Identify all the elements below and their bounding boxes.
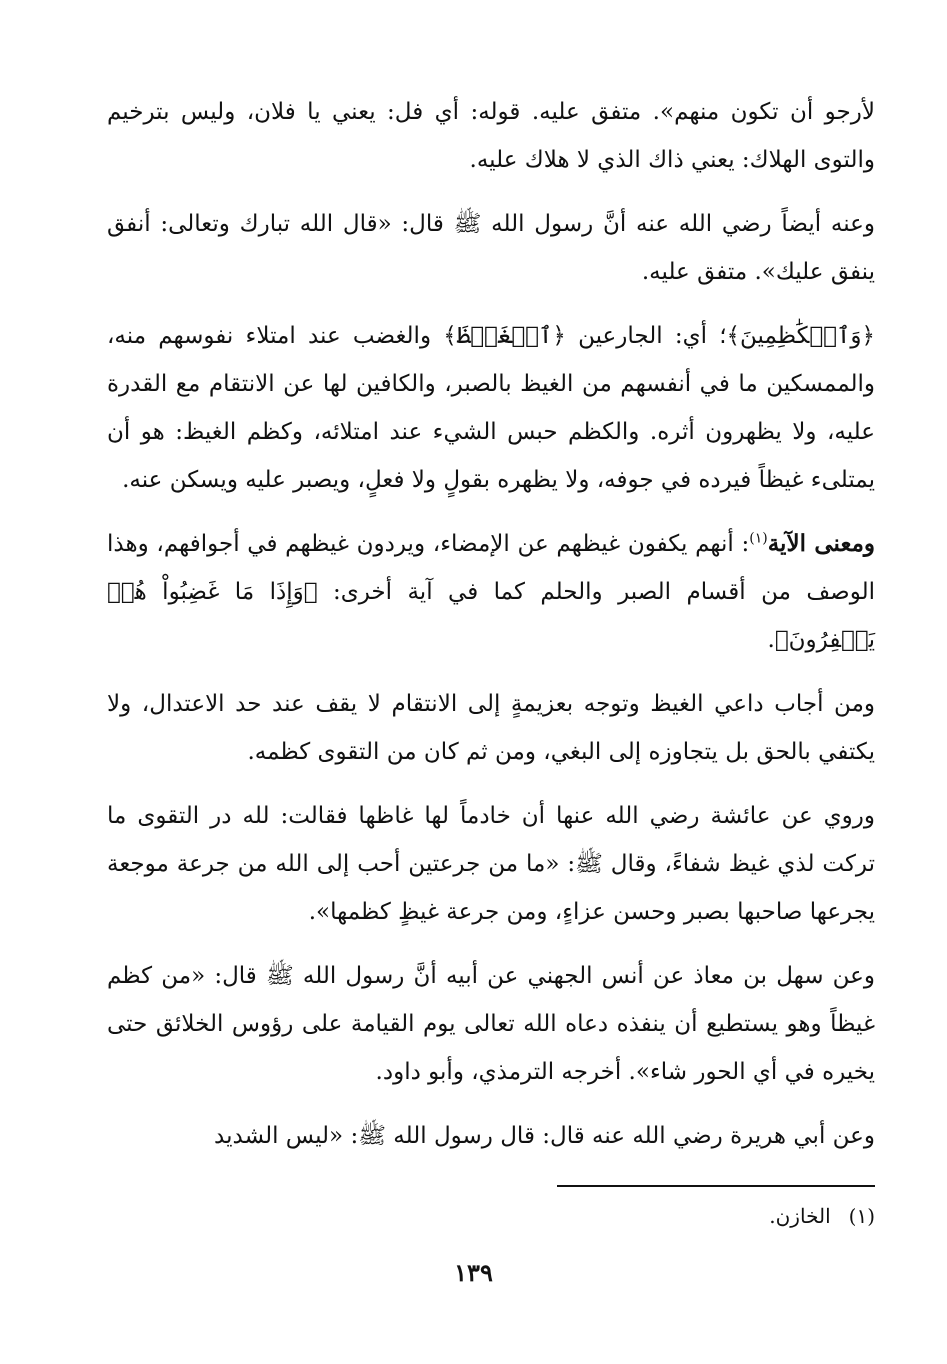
paragraph-2 (107, 200, 875, 296)
paragraph-1-text: لأرجو أن تكون منهم». متفق عليه. قوله: أي فل: يعني يا فلان، وليس بترخيم والتوى الهلاك: يعني ذاك الذي لا هلاك عليه. (107, 99, 875, 173)
paragraph-8-text: وعن أبي هريرة رضي الله عنه قال: قال رسول الله ﷺ: «ليس الشديد (214, 1123, 875, 1149)
paragraph-3-text-b: والغضب عند امتلاء نفوسهم منه، والممسكين ما في أنفسهم من الغيظ بالصبر، والكافين لها عن الانتقام مع القدرة عليه، ولا يظهرون أثره. والكظم حبس الشيء عند امتلائه، وكظم الغيظ: هو أن يمتلىء غيظاً فيرده في جوفه، ولا يظهره بقولٍ ولا فعلٍ، ويصبر عليه ويسكن عنه. (107, 323, 875, 493)
paragraph-4 (107, 520, 875, 664)
footnote (107, 1200, 875, 1232)
paragraph-5-text: ومن أجاب داعي الغيظ وتوجه بعزيمةٍ إلى الانتقام لا يقف عند حد الاعتدال، ولا يكتفي بالحق بل يتجاوزه إلى البغي، ومن ثم كان من التقوى كظمه. (107, 691, 875, 765)
paragraph-7 (107, 952, 875, 1096)
paragraph-2-text: وعنه أيضاً رضي الله عنه أنَّ رسول الله ﷺ قال: «قال الله تبارك وتعالى: أنفق ينفق عليك». متفق عليه. (107, 211, 875, 285)
paragraph-8 (107, 1112, 875, 1160)
quran-quote-ghadibu: ﴿وَإِذَا مَا غَضِبُواْ هُمۡ يَغۡفِرُونَ﴾ (107, 579, 875, 653)
main-text (107, 88, 875, 1176)
footnote-divider (557, 1185, 875, 1187)
paragraph-6 (107, 792, 875, 936)
paragraph-7-text: وعن سهل بن معاذ عن أنس الجهني عن أبيه أنَّ رسول الله ﷺ قال: «من كظم غيظاً وهو يستطيع أن ينفذه دعاه الله تعالى يوم القيامة على رؤوس الخلائق حتى يخيره في أي الحور شاء». أخرجه الترمذي، وأبو داود. (107, 963, 875, 1085)
quran-quote-kazimin: ﴿وَٱلۡكَٰظِمِينَ﴾ (726, 323, 875, 349)
paragraph-1 (107, 88, 875, 184)
page-number: ١٣٩ (454, 1258, 493, 1287)
paragraph-3 (107, 312, 875, 504)
paragraph-5 (107, 680, 875, 776)
paragraph-4-text-b: . (767, 627, 775, 653)
paragraph-3-text-a: ؛ أي: الجارعين (565, 323, 727, 349)
paragraph-4-text-a: : أنهم يكفون غيظهم عن الإمضاء، ويردون غيظهم في أجوافهم، وهذا الوصف من أقسام الصبر والحلم كما في آية أخرى: (107, 531, 875, 605)
footnote-text: الخازن. (769, 1204, 831, 1228)
verse-meaning-label: ومعنى الآية (767, 530, 875, 557)
footnote-number: (١) (848, 1204, 875, 1228)
quran-quote-ghayz: ﴿ٱلۡغَيۡظَ﴾ (443, 323, 566, 349)
paragraph-6-text: وروي عن عائشة رضي الله عنها أن خادماً لها غاظها فقالت: لله در التقوى ما تركت لذي غيظ شفاءً، وقال ﷺ: «ما من جرعتين أحب إلى الله من جرعة موجعة يجرعها صاحبها بصبر وحسن عزاءٍ، ومن جرعة غيظٍ كظمها». (107, 803, 875, 925)
footnote-reference[interactable]: (١) (749, 530, 768, 547)
